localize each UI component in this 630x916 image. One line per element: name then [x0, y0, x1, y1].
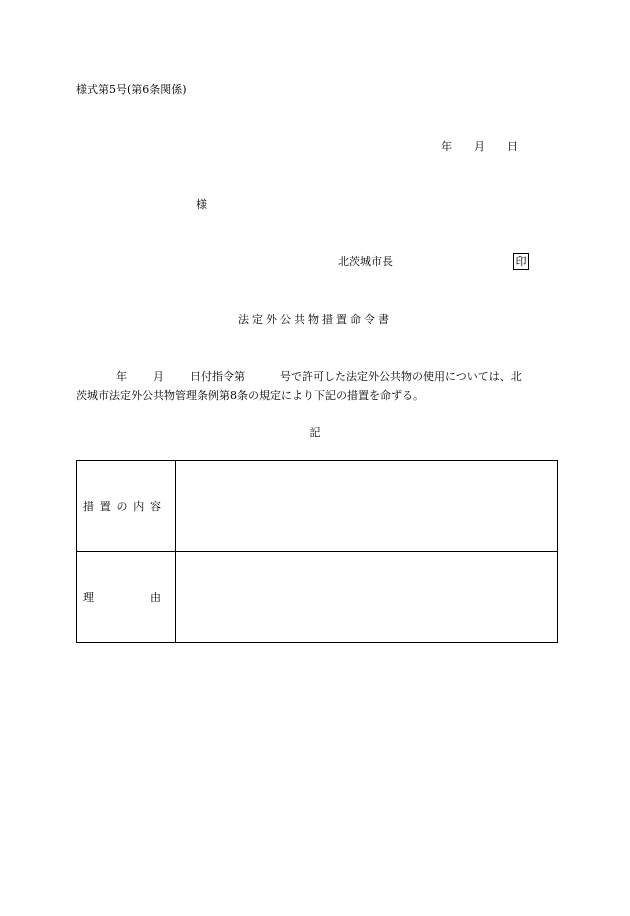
- ki-heading: 記: [309, 426, 321, 439]
- date-day-label: 日: [507, 140, 518, 153]
- measures-value-cell: [176, 461, 558, 552]
- seal-mark: 印: [513, 253, 529, 270]
- label-char: 容: [150, 500, 161, 513]
- label-char: 置: [99, 500, 111, 513]
- body-line-1: [76, 367, 558, 386]
- form-number: 様式第5号(第6条関係): [76, 83, 187, 96]
- document-title: 法定外公共物措置命令書: [238, 313, 392, 326]
- table-row: [77, 461, 558, 552]
- body-year: 年: [116, 370, 127, 383]
- label-char: 内: [133, 500, 145, 513]
- body-number-prefix: 日付指令第: [190, 370, 245, 383]
- label-char: の: [116, 500, 128, 513]
- date-line: [441, 140, 518, 154]
- label-char: 理: [83, 591, 94, 604]
- order-body-text: [76, 367, 558, 405]
- date-year-label: 年: [441, 140, 452, 153]
- reason-value-cell: [176, 552, 558, 643]
- label-char: 由: [150, 591, 161, 604]
- reason-label: [83, 589, 161, 605]
- label-char: 措: [83, 500, 94, 513]
- measures-label-cell: [77, 461, 176, 552]
- measures-label: [83, 498, 161, 514]
- body-line-1-rest: 号で許可した法定外公共物の使用については、北: [280, 370, 522, 383]
- reason-label-cell: [77, 552, 176, 643]
- addressee-suffix: 様: [196, 198, 207, 211]
- measures-table: [76, 460, 558, 643]
- body-line-2: 茨城市法定外公共物管理条例第8条の規定により下記の措置を命ずる。: [76, 389, 424, 402]
- date-month-label: 月: [474, 140, 485, 153]
- body-month: 月: [153, 370, 164, 383]
- issuer-name: 北茨城市長: [338, 255, 393, 268]
- table-row: [77, 552, 558, 643]
